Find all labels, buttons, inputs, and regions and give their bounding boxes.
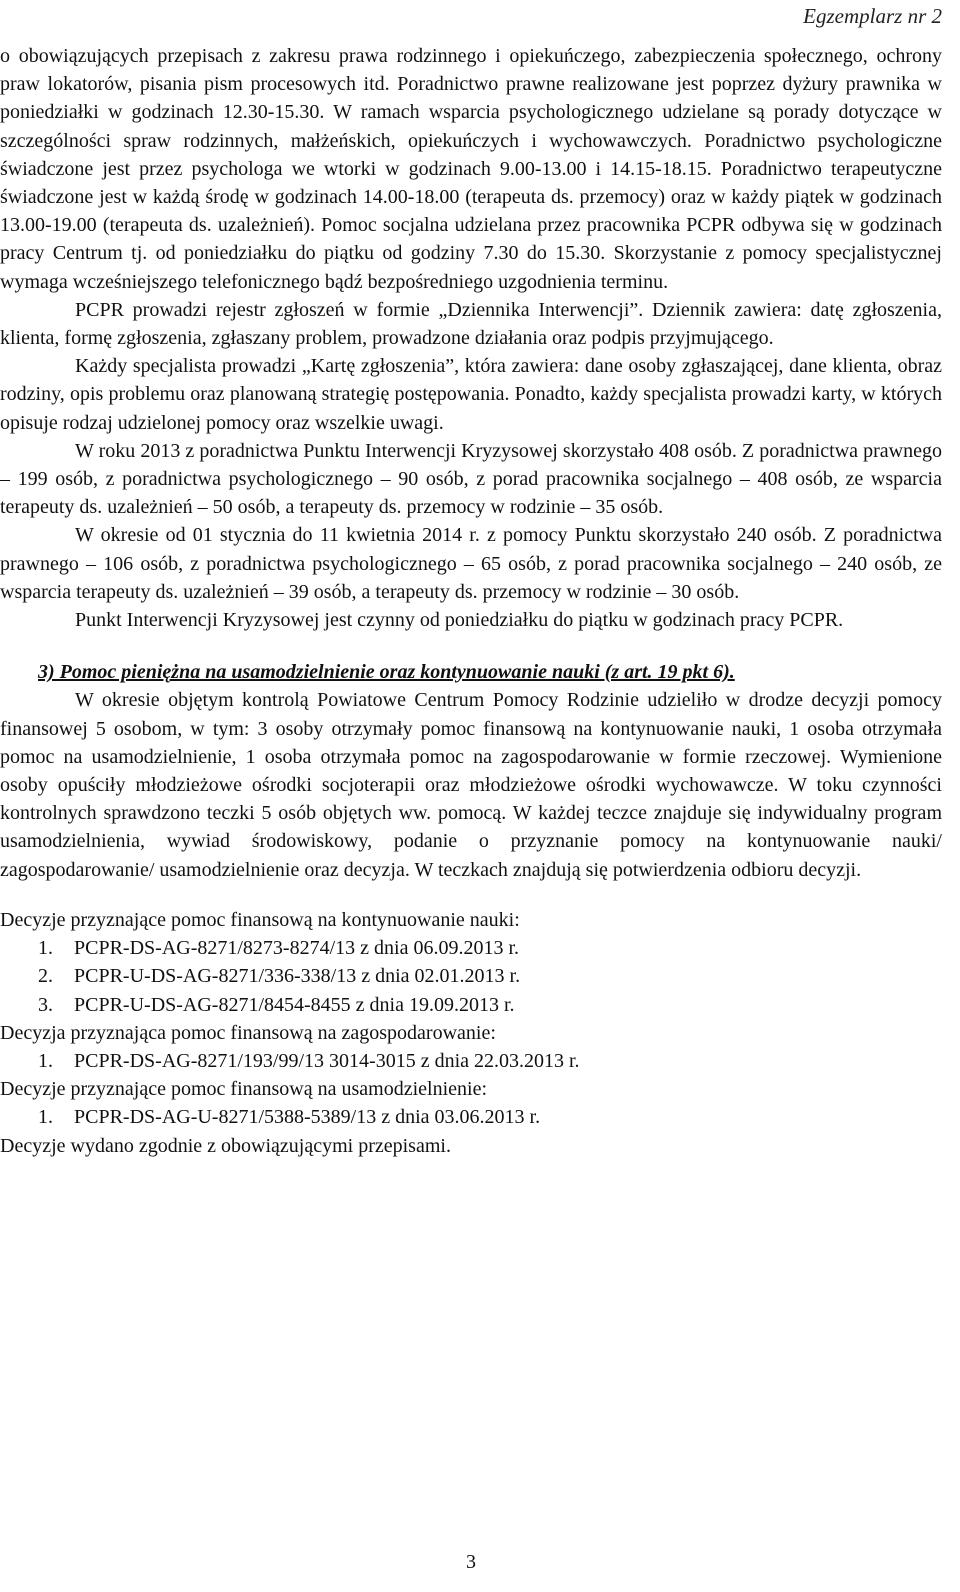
page-number: 3 xyxy=(466,1551,476,1573)
list-item xyxy=(0,962,942,990)
paragraph-stats-2014: W okresie od 01 stycznia do 11 kwietnia 2014 r. z pomocy Punktu skorzystało 240 osób. Z poradnictwa prawnego – 106 osób, z poradnictwa psychologicznego – 65 osób, z porad pracownika socjalnego – 240 osób, ze wsparcia terapeuty ds. uzależnień – 39 osób, a terapeuty ds. przemocy w rodzinie – 30 osób. xyxy=(0,524,942,603)
paragraph-card: Każdy specjalista prowadzi „Kartę zgłoszenia”, która zawiera: dane osoby zgłaszającej, dane klienta, obraz rodziny, opis problemu oraz planowaną strategię postępowania. Ponadto, każdy specjalista prowadzi karty, w których opisuje rodzaj udzielonej pomocy oraz wszelkie uwagi. xyxy=(0,355,942,434)
decisions-nauka-title: Decyzje przyznające pomoc finansową na kontynuowanie nauki: xyxy=(0,908,520,931)
copy-label: Egzemplarz nr 2 xyxy=(803,4,942,28)
decisions-usam-title: Decyzje przyznające pomoc finansową na usamodzielnienie: xyxy=(0,1078,488,1101)
list-text: PCPR-U-DS-AG-8271/8454-8455 z dnia 19.09.2013 r. xyxy=(74,993,515,1016)
list-number: 3. xyxy=(38,993,53,1016)
list-item xyxy=(0,1047,942,1075)
document-body xyxy=(0,42,942,1160)
list-item xyxy=(0,991,942,1019)
decisions-block xyxy=(0,906,942,1160)
list-number: 1. xyxy=(38,1049,53,1072)
list-number: 2. xyxy=(38,965,53,988)
paragraph-services: o obowiązujących przepisach z zakresu prawa rodzinnego i opiekuńczego, zabezpieczenia społecznego, ochrony praw lokatorów, pisania pism procesowych itd. Poradnictwo prawne realizowane jest poprzez dyżury prawnika w poniedziałki w godzinach 12.30-15.30. W ramach wsparcia psychologicznego udzielane są porady dotyczące w szczególności spraw rodzinnych, małżeńskich, opiekuńczych i wychowawczych. Poradnictwo psychologiczne świadczone jest przez psychologa we wtorki w godzinach 9.00-13.00 i 14.15-18.15. Poradnictwo terapeutyczne świadczone jest w każdą środę w godzinach 14.00-18.00 (terapeuta ds. przemocy) oraz w każdy piątek w godzinach 13.00-19.00 (terapeuta ds. uzależnień). Pomoc socjalna udzielana przez pracownika PCPR odbywa się w godzinach pracy Centrum tj. od poniedziałku do piątku od godziny 7.30 do 15.30. Skorzystanie z pomocy specjalistycznej wymaga wcześniejszego telefonicznego bądź bezpośredniego uzgodnienia terminu. xyxy=(0,45,942,293)
list-item xyxy=(0,934,942,962)
paragraph-financial-aid: W okresie objętym kontrolą Powiatowe Centrum Pomocy Rodzinie udzieliło w drodze decyzji pomocy finansowej 5 osobom, w tym: 3 osoby otrzymały pomoc finansową na kontynuowanie nauki, 1 osoba otrzymała pomoc na usamodzielnienie, 1 osoba otrzymała pomoc na zagospodarowanie w formie rzeczowej. Wymienione osoby opuściły młodzieżowe ośrodki socjoterapii oraz młodzieżowe ośrodki wychowawcze. W toku czynności kontrolnych sprawdzono teczki 5 osób objętych ww. pomocą. W każdej teczce znajduje się indywidualny program usamodzielnienia, wywiad środowiskowy, podanie o przyznanie pomocy na kontynuowanie nauki/ zagospodarowanie/ usamodzielnienie oraz decyzja. W teczkach znajdują się potwierdzenia odbioru decyzji. xyxy=(0,689,942,881)
paragraph-stats-2013: W roku 2013 z poradnictwa Punktu Interwencji Kryzysowej skorzystało 408 osób. Z poradnictwa prawnego – 199 osób, z poradnictwa psychologicznego – 90 osób, z porad pracownika socjalnego – 408 osób, ze wsparcia terapeuty ds. uzależnień – 50 osób, a terapeuty ds. przemocy w rodzinie – 35 osób. xyxy=(0,439,942,519)
section-heading: 3) Pomoc pieniężna na usamodzielnienie oraz kontynuowanie nauki (z art. 19 pkt 6). xyxy=(38,661,735,684)
list-text: PCPR-DS-AG-8271/8273-8274/13 z dnia 06.09.2013 r. xyxy=(74,937,519,960)
decisions-zagosp-title: Decyzja przyznająca pomoc finansową na zagospodarowanie: xyxy=(0,1021,496,1044)
paragraph-register: PCPR prowadzi rejestr zgłoszeń w formie „Dziennika Interwencji”. Dziennik zawiera: datę zgłoszenia, klienta, formę zgłoszenia, zgłaszany problem, prowadzone działania oraz podpis przyjmującego. xyxy=(0,298,942,350)
list-text: PCPR-DS-AG-8271/193/99/13 3014-3015 z dnia 22.03.2013 r. xyxy=(74,1049,580,1072)
list-item xyxy=(0,1103,942,1131)
list-text: PCPR-DS-AG-U-8271/5388-5389/13 z dnia 03.06.2013 r. xyxy=(74,1106,541,1129)
list-text: PCPR-U-DS-AG-8271/336-338/13 z dnia 02.01.2013 r. xyxy=(74,965,521,988)
paragraph-hours: Punkt Interwencji Kryzysowej jest czynny od poniedziałku do piątku w godzinach pracy PCPR. xyxy=(75,609,844,632)
decisions-closing: Decyzje wydano zgodnie z obowiązującymi przepisami. xyxy=(0,1134,451,1157)
list-number: 1. xyxy=(38,937,53,960)
list-number: 1. xyxy=(38,1106,53,1129)
